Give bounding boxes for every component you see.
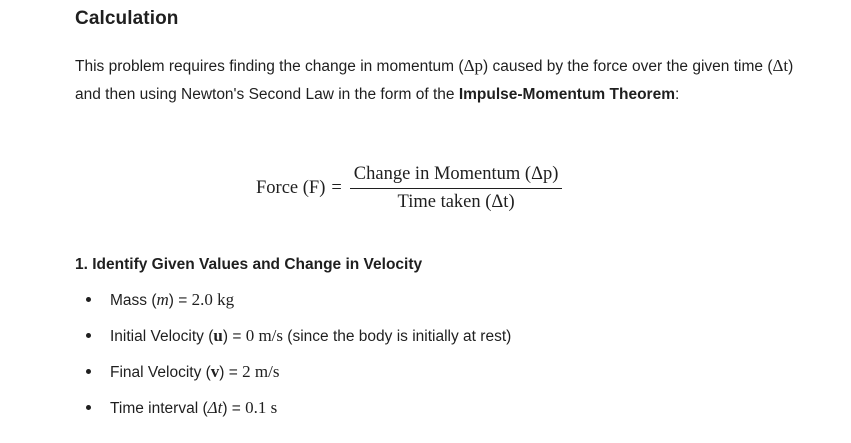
- bullet-icon: [86, 405, 91, 410]
- formula-denominator: Time taken (Δt): [397, 191, 515, 212]
- item-symbol: v: [210, 362, 220, 381]
- item-symbol: m: [156, 290, 169, 309]
- given-values-list: [84, 286, 511, 430]
- item-symbol: Δt: [207, 398, 223, 417]
- intro-text-4: :: [674, 86, 680, 103]
- list-item-final-velocity: [84, 358, 511, 394]
- item-value: 0.1 s: [245, 398, 278, 417]
- formula-lhs: Force (F): [256, 177, 326, 198]
- item-value: 2 m/s: [242, 362, 280, 381]
- formula-fraction: [350, 164, 563, 213]
- theorem-name: Impulse-Momentum Theorem: [458, 86, 675, 103]
- item-label: Final Velocity (: [110, 364, 211, 381]
- formula-equals: =: [331, 177, 342, 198]
- formula-numerator: Change in Momentum (Δp): [350, 164, 563, 189]
- time-symbol: Δt: [772, 56, 789, 75]
- list-item-mass: [84, 286, 511, 322]
- intro-paragraph: [75, 52, 795, 109]
- bullet-icon: [86, 297, 91, 302]
- item-extra: (since the body is initially at rest): [283, 328, 512, 345]
- intro-text-1: This problem requires finding the change in momentum (: [75, 58, 464, 75]
- item-symbol: u: [213, 326, 223, 345]
- item-close: ) =: [222, 328, 246, 345]
- item-value: 0 m/s: [245, 326, 283, 345]
- item-close: ) =: [222, 400, 246, 417]
- bullet-icon: [86, 369, 91, 374]
- section-heading: Calculation: [75, 8, 179, 29]
- item-label: Time interval (: [110, 400, 208, 417]
- intro-text-2: ) caused by the force over the given time (: [483, 58, 773, 75]
- item-label: Mass (: [110, 292, 157, 309]
- item-value: 2.0 kg: [191, 290, 235, 309]
- intro-text-3: ) and then using Newton's Second Law in the form of the: [75, 58, 794, 103]
- list-item-time-interval: [84, 394, 511, 430]
- bullet-icon: [86, 333, 91, 338]
- item-label: Initial Velocity (: [110, 328, 214, 345]
- item-close: ) =: [168, 292, 192, 309]
- subsection-heading: 1. Identify Given Values and Change in Velocity: [75, 256, 423, 273]
- list-item-initial-velocity: [84, 322, 511, 358]
- item-close: ) =: [219, 364, 243, 381]
- momentum-symbol: Δp: [463, 56, 483, 75]
- impulse-momentum-formula: [256, 160, 562, 216]
